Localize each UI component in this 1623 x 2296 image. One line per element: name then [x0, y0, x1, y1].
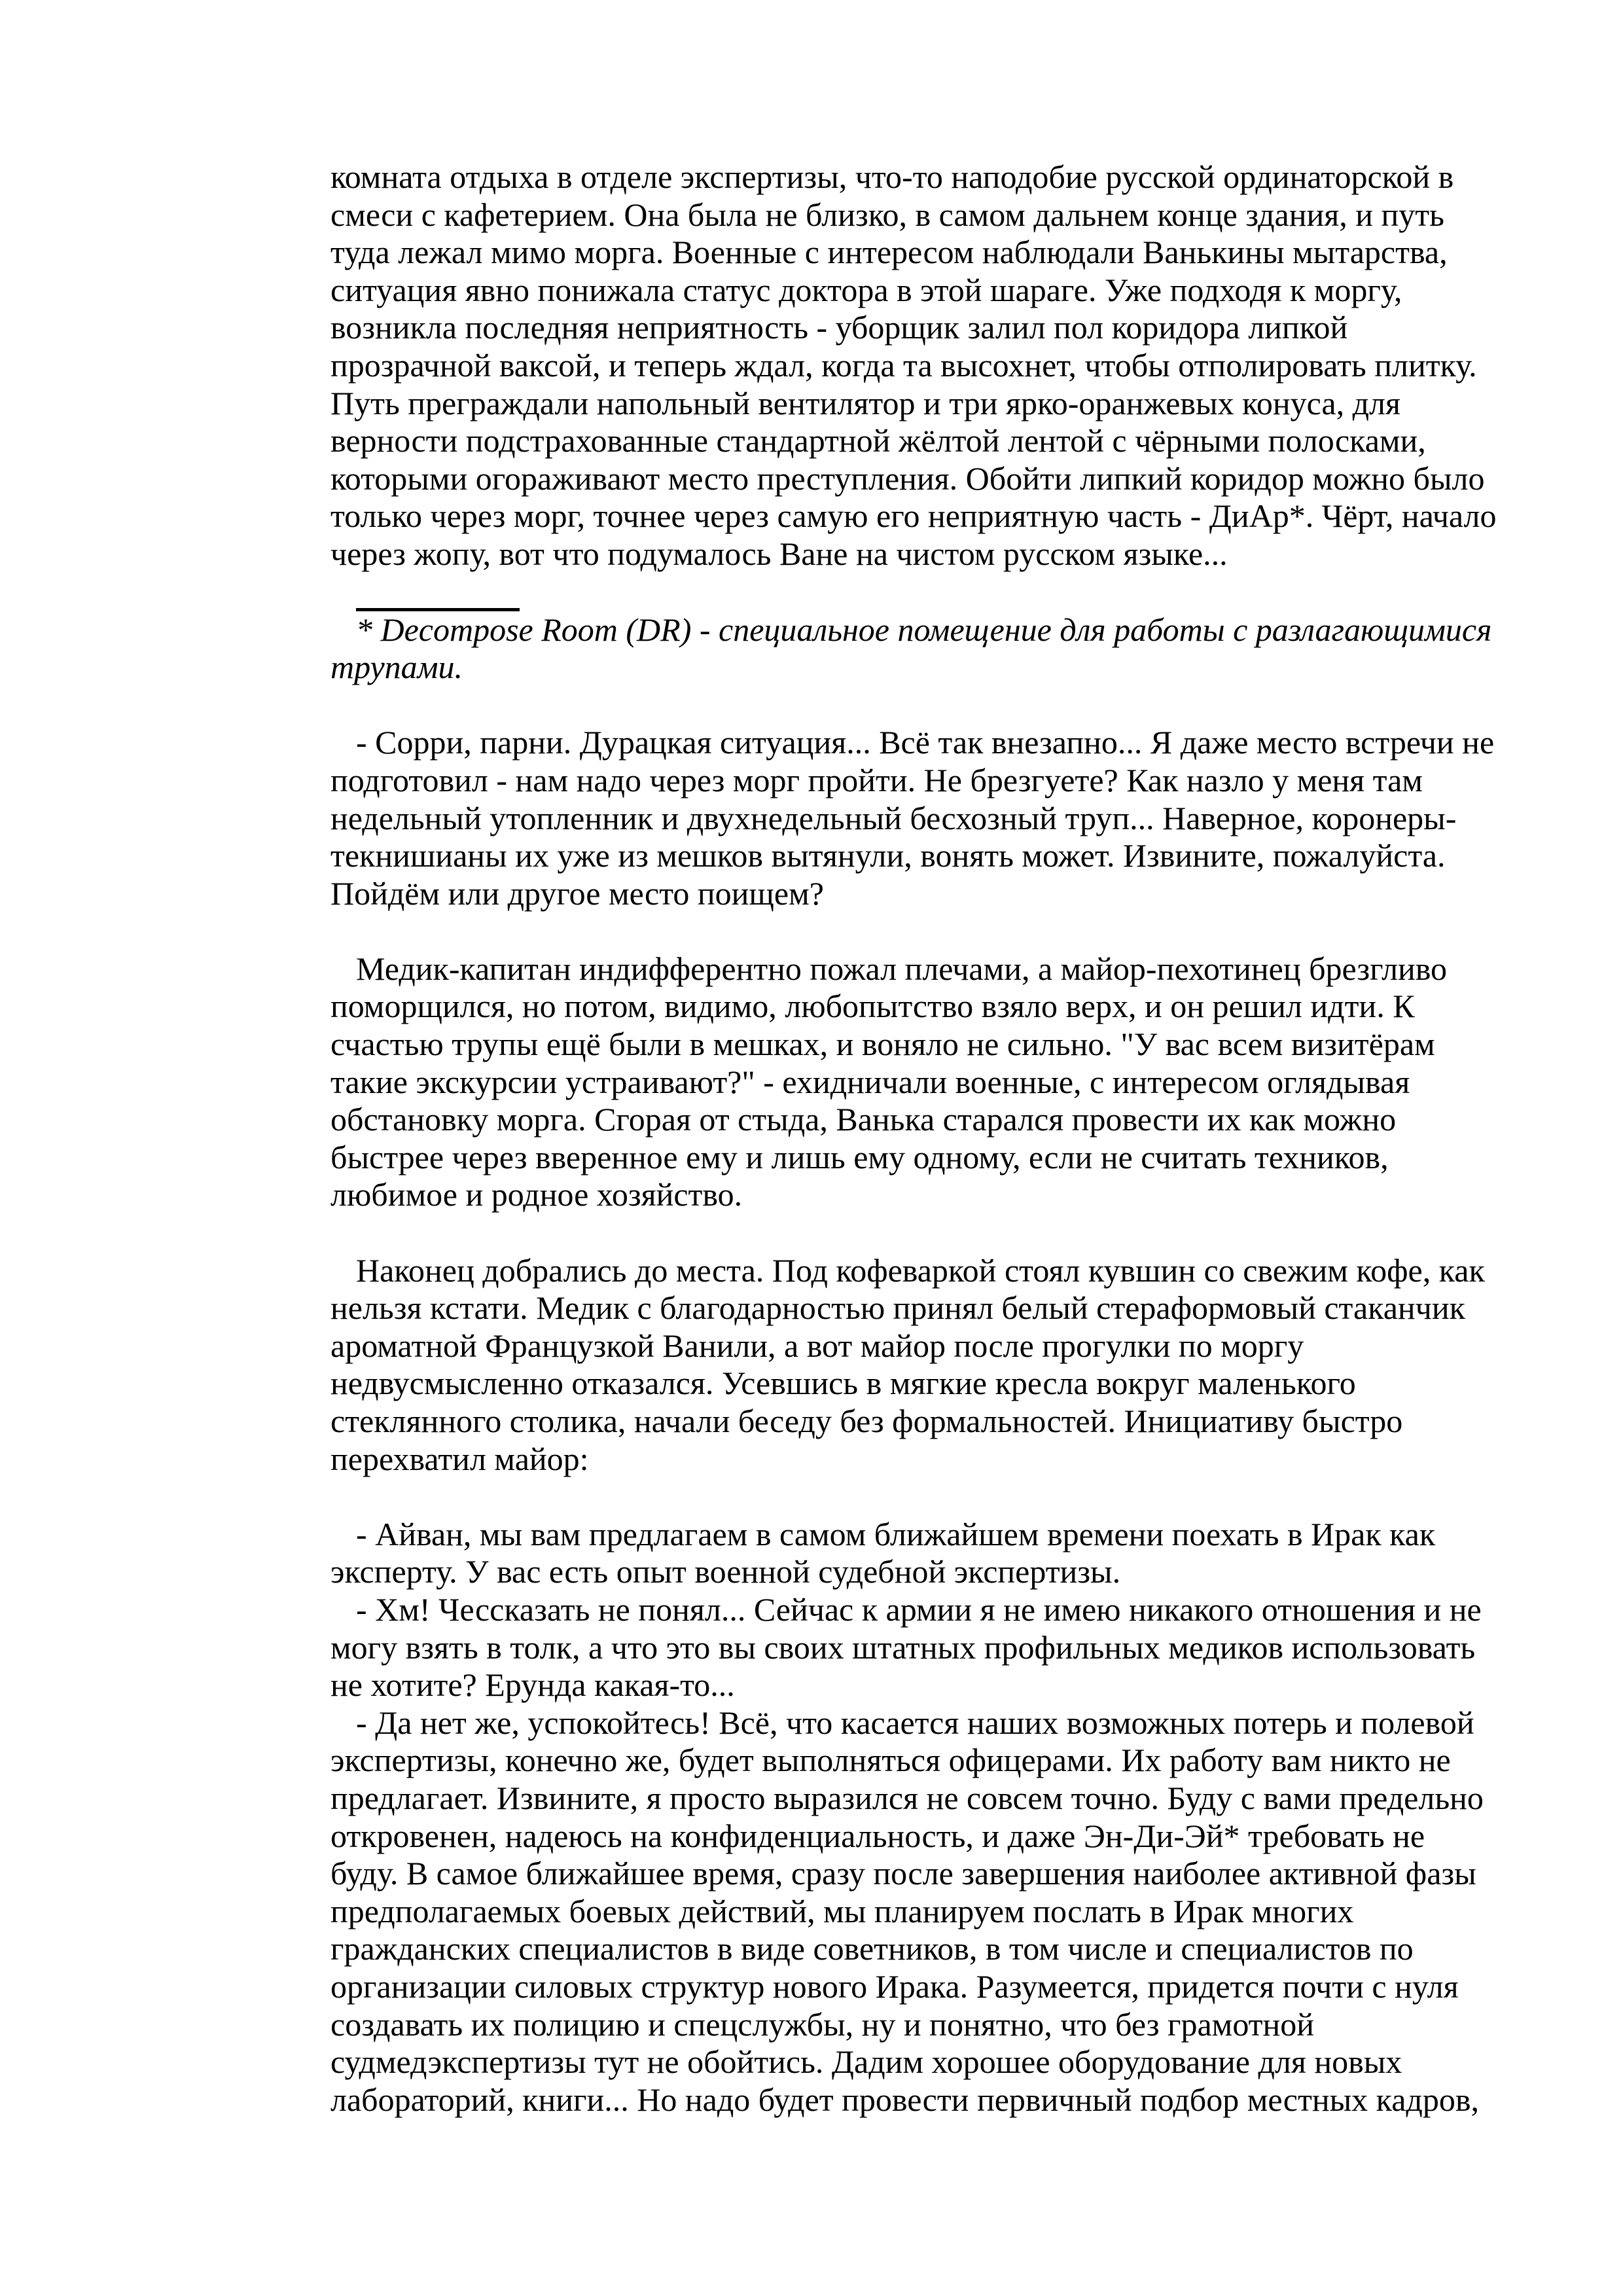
text-line: Пойдём или другое место поищем? — [330, 874, 824, 912]
text-line: экспертизы, конечно же, будет выполняться офицерами. Их работу вам никто не — [330, 1742, 1451, 1779]
text-line: нельзя кстати. Медик с благодарностью принял белый стераформовый стаканчик — [330, 1289, 1465, 1327]
text-line: туда лежал мимо морга. Военные с интересом наблюдали Ванькины мытарства, — [330, 234, 1448, 271]
text-line: могу взять в толк, а что это вы своих штатных профильных медиков использовать — [330, 1628, 1476, 1666]
text-block — [330, 158, 1497, 2119]
text-line: ароматной Французкой Ванили, а вот майор после прогулки по моргу — [330, 1327, 1304, 1364]
text-line: - Айван, мы вам предлагаем в самом ближайшем времени поехать в Ирак как — [356, 1515, 1436, 1552]
text-line: ситуация явно понижала статус доктора в этой шараге. Уже подходя к моргу, — [330, 271, 1402, 308]
dialogue-sorry-guys — [330, 724, 1495, 912]
text-line: - Да нет же, успокойтесь! Всё, что касается наших возможных потерь и полевой — [356, 1704, 1474, 1741]
text-line: буду. В самое ближайшее время, сразу после завершения наиболее активной фазы — [330, 1855, 1476, 1892]
text-line: только через морг, точнее через самую его неприятную часть - ДиАр*. Чёрт, начало — [330, 497, 1497, 535]
text-line: гражданских специалистов в виде советников, в том числе и специалистов по — [330, 1930, 1414, 1967]
text-line: верности подстрахованные стандартной жёлтой лентой с чёрными полосками, — [330, 422, 1426, 459]
text-line: которыми огораживают место преступления. Обойти липкий коридор можно было — [330, 459, 1485, 497]
text-line: перехватил майор: — [330, 1440, 589, 1477]
text-line: недвусмысленно отказался. Усевшись в мягкие кресла вокруг маленького — [330, 1365, 1356, 1402]
paragraph-morgue-tour — [330, 950, 1482, 1214]
text-line: создавать их полицию и спецслужбы, ну и понятно, что без грамотной — [330, 2005, 1315, 2043]
footnote-decompose-room — [330, 611, 1492, 687]
dialogue-reassurance — [330, 1704, 1482, 2119]
text-line: судмедэкспертизы тут не обойтись. Дадим хорошее оборудование для новых — [330, 2043, 1402, 2081]
text-line: смеси с кафетерием. Она была не близко, в самом дальнем конце здания, и путь — [330, 196, 1444, 233]
text-line: Медик-капитан индифферентно пожал плечами, а майор-пехотинец брезгливо — [356, 950, 1448, 987]
text-line: быстрее через вверенное ему и лишь ему одному, если не считать техников, — [330, 1138, 1389, 1175]
text-line: предлагает. Извините, я просто выразился не совсем точно. Буду с вами предельно — [330, 1779, 1484, 1816]
text-line: организации силовых структур нового Ирака. Разумеется, придется почти с нуля — [330, 1967, 1459, 2005]
text-line: обстановку морга. Сгорая от стыда, Ванька старался провести их как можно — [330, 1101, 1397, 1138]
text-line: откровенен, надеюсь на конфиденциальность, и даже Эн-Ди-Эй* требовать не — [330, 1817, 1425, 1854]
text-line: стеклянного столика, начали беседу без формальностей. Инициативу быстро — [330, 1403, 1403, 1439]
text-line: текнишианы их уже из мешков вытянули, вонять может. Извините, пожалуйста. — [330, 837, 1446, 874]
text-line: - Сорри, парни. Дурацкая ситуация... Всё так внезапно... Я даже место встречи не — [356, 724, 1495, 761]
text-line: лабораторий, книги... Но надо будет провести первичный подбор местных кадров, — [330, 2081, 1479, 2118]
dialogue-hm-reply — [330, 1591, 1482, 1704]
text-line: подготовил - нам надо через морг пройти. Не брезгуете? Как назло у меня там — [330, 761, 1423, 798]
text-line: трупами. — [330, 649, 463, 686]
text-line: * Decompose Room (DR) - специальное помещение для работы с разлагающимися — [356, 611, 1492, 648]
text-line: Путь преграждали напольный вентилятор и три ярко-оранжевых конуса, для — [330, 384, 1401, 422]
text-line: такие экскурсии устраивают?" - ехидничали военные, с интересом оглядывая — [330, 1063, 1410, 1100]
text-line: предполагаемых боевых действий, мы планируем послать в Ирак многих — [330, 1892, 1354, 1929]
text-line: прозрачной ваксой, и теперь ждал, когда та высохнет, чтобы отполировать плитку. — [330, 346, 1477, 384]
text-line: любимое и родное хозяйство. — [330, 1176, 743, 1213]
text-line: возникла последняя неприятность - уборщик залил пол коридора липкой — [330, 309, 1348, 346]
text-line: недельный утопленник и двухнедельный бесхозный труп... Наверное, коронеры- — [330, 799, 1457, 836]
text-line: комната отдыха в отделе экспертизы, что-то наподобие русской ординаторской в — [330, 158, 1454, 195]
dialogue-iraq-offer — [330, 1516, 1482, 1591]
text-line: - Хм! Чессказать не понял... Сейчас к армии я не имею никакого отношения и не — [356, 1590, 1482, 1628]
text-line: не хотите? Ерунда какая-то... — [330, 1666, 735, 1704]
text-line: Наконец добрались до места. Под кофеваркой стоял кувшин со свежим кофе, как — [356, 1251, 1485, 1289]
text-line: через жопу, вот что подумалось Ване на чистом русском языке... — [330, 535, 1228, 572]
text-line: счастью трупы ещё были в мешках, и воняло не сильно. "У вас всем визитёрам — [330, 1026, 1435, 1063]
text-line: поморщился, но потом, видимо, любопытство взяло верх, и он решил идти. К — [330, 988, 1415, 1025]
paragraph-coffee — [330, 1251, 1485, 1479]
text-line: эксперту. У вас есть опыт военной судебной экспертизы. — [330, 1553, 1121, 1590]
paragraph-intro — [330, 158, 1497, 573]
